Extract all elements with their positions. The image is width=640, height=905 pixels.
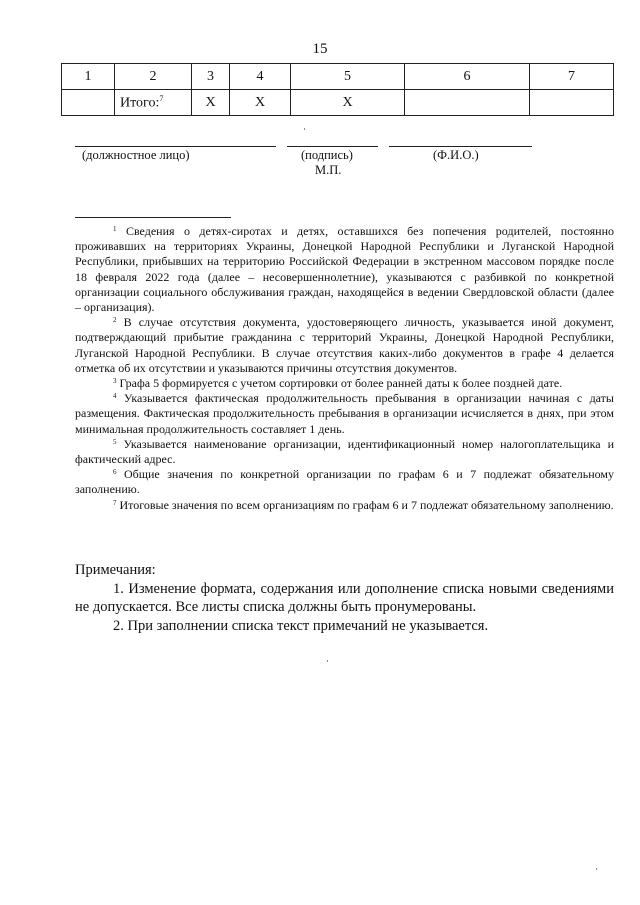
table-cell: Х (230, 90, 291, 116)
name-label: (Ф.И.О.) (433, 148, 479, 162)
footnote (75, 224, 614, 315)
footnote-text: В случае отсутствия документа, удостоверяющего личность, указывается иной документ, подтверждающий прибытие гражданина с территорий Украины, Донецкой Народной Республики, Луганской Народной Республики. В случае отсутствия каких-либо документов в графе 4 делается отметка об их отсутствии и указываются причины отсутствия документов. (75, 315, 614, 375)
footnote-mark: 4 (113, 392, 117, 401)
column-number: 5 (291, 64, 405, 90)
table-total-row (62, 90, 614, 116)
notes-title: Примечания: (75, 562, 156, 578)
scan-speck (327, 660, 328, 662)
footnotes (75, 224, 614, 513)
table-cell: Х (291, 90, 405, 116)
name-line (389, 146, 532, 147)
column-number: 2 (115, 64, 192, 90)
footnote-text: Общие значения по конкретной организации по графам 6 и 7 подлежат обязательному заполнению. (75, 467, 614, 497)
signature-label: (подпись) (301, 148, 353, 162)
table-header-row (62, 64, 614, 90)
scan-speck (596, 868, 597, 870)
footnote (75, 376, 614, 391)
footnote-mark: 7 (113, 498, 117, 507)
footnote-mark: 3 (113, 377, 117, 386)
scan-speck (304, 128, 305, 130)
column-number: 6 (405, 64, 530, 90)
signature-line (287, 146, 378, 147)
note-item: 1. Изменение формата, содержания или дополнение списка новыми сведениями не допускается. Все листы списка должны быть пронумерованы. (75, 580, 614, 615)
footnote (75, 498, 614, 513)
page-number: 15 (312, 41, 328, 57)
column-number: 7 (530, 64, 614, 90)
footnote-text: Указывается фактическая продолжительность пребывания в организации начиная с даты размещения. Фактическая продолжительность пребывания в организации исчисляется в днях, при этом минимальная продолжительность составляет 1 день. (75, 391, 614, 436)
footnote-text: Сведения о детях-сиротах и детях, оставшихся без попечения родителей, постоянно проживавших на территориях Украины, Донецкой Народной Республики и Луганской Народной Республики, прибывших на территорию Российской Федерации в экстренном массовом порядке после 18 февраля 2022 года (далее – несовершеннолетние), указываются с разбивкой по конкретной организации социального обслуживания граждан, находящейся в ведении Свердловской области (далее – организация). (75, 224, 615, 315)
footnote-ref: 7 (159, 93, 164, 103)
total-cell (115, 90, 192, 116)
footnote-mark: 1 (113, 225, 117, 233)
total-label: Итого: (120, 95, 160, 111)
official-signature-line (75, 146, 276, 147)
table-cell (405, 90, 530, 116)
footnote (75, 391, 614, 437)
footnote (75, 467, 614, 497)
table-cell (530, 90, 614, 116)
note-item: 2. При заполнении списка текст примечаний не указывается. (113, 617, 489, 634)
column-number: 1 (62, 64, 115, 90)
summary-table (61, 63, 614, 116)
footnote-text: Итоговые значения по всем организациям по графам 6 и 7 подлежат обязательному заполнению. (119, 497, 614, 512)
official-label: (должностное лицо) (82, 148, 190, 162)
column-number: 3 (192, 64, 230, 90)
column-number: 4 (230, 64, 291, 90)
footnote-separator (75, 217, 231, 218)
footnote-text: Графа 5 формируется с учетом сортировки от более ранней даты к более поздней дате. (119, 376, 563, 391)
footnote (75, 315, 614, 376)
table-cell (62, 90, 115, 116)
footnote (75, 437, 614, 467)
footnote-mark: 5 (113, 437, 117, 446)
table-cell: Х (192, 90, 230, 116)
footnote-text: Указывается наименование организации, идентификационный номер налогоплательщика и фактический адрес. (75, 436, 614, 467)
stamp-label: М.П. (315, 163, 342, 177)
notes-section (75, 561, 614, 635)
footnote-mark: 2 (113, 316, 117, 325)
footnote-mark: 6 (113, 468, 117, 477)
